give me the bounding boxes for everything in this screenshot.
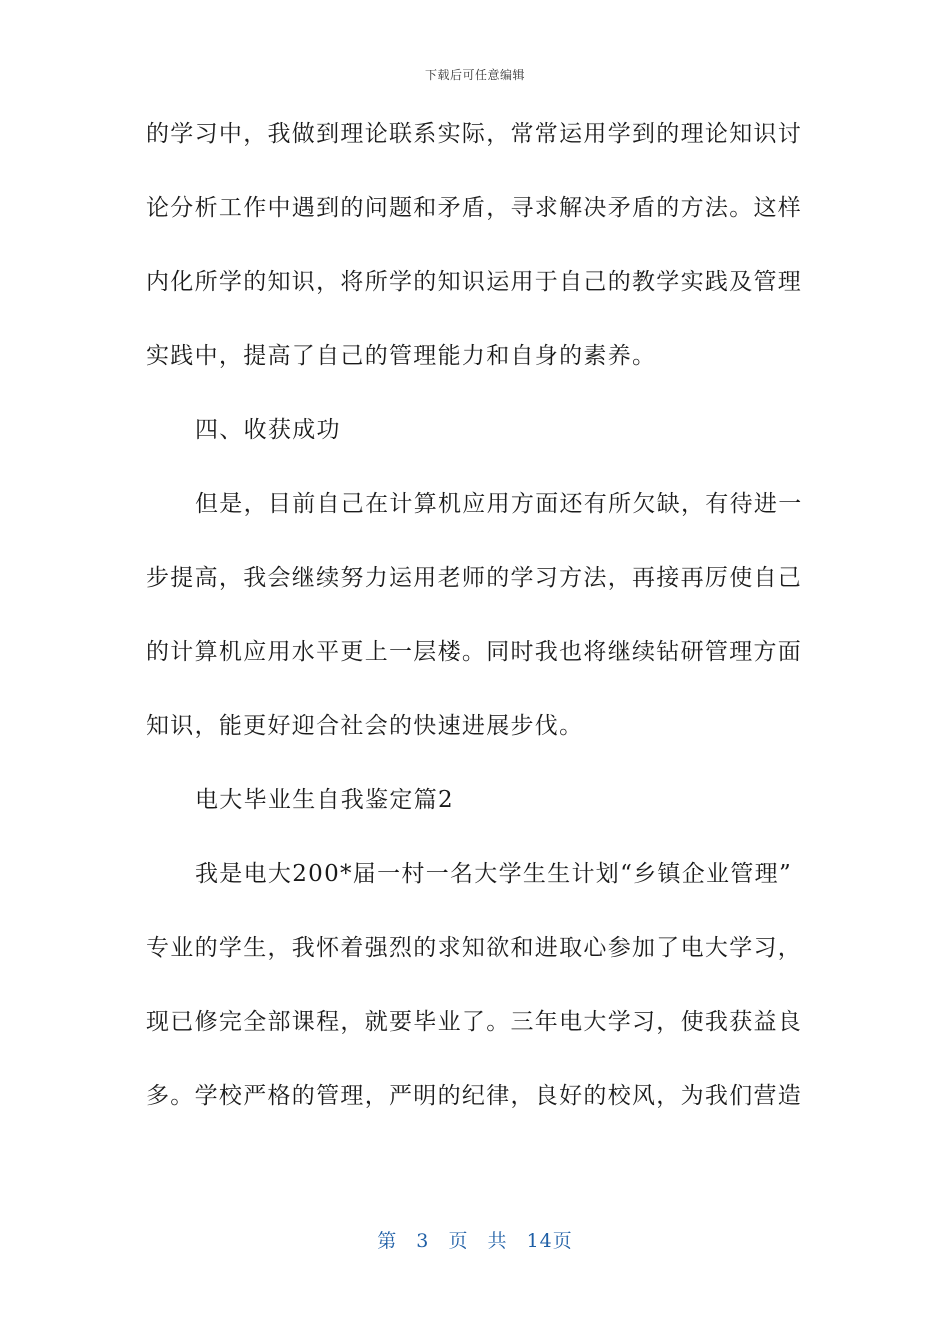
- total-pages: 14页: [526, 1230, 573, 1252]
- paragraph-line: 知识，能更好迎合社会的快速进展步伐。: [146, 713, 584, 739]
- paragraph-line: 专业的学生，我怀着强烈的求知欲和进取心参加了电大学习，: [146, 935, 803, 961]
- paragraph-line: 步提高，我会继续努力运用老师的学习方法，再接再厉使自己: [146, 565, 803, 591]
- paragraph-line: 现已修完全部课程，就要毕业了。三年电大学习，使我获益良: [146, 1009, 803, 1035]
- section-heading: 四、收获成功: [195, 417, 341, 443]
- paragraph-line: 我是电大200*届一村一名大学生生计划“乡镇企业管理”: [195, 861, 793, 887]
- paragraph-line: 但是，目前自己在计算机应用方面还有所欠缺，有待进一: [195, 491, 803, 517]
- footer-label-ye: 页: [448, 1230, 469, 1252]
- page-header-note: 下载后可任意编辑: [424, 68, 525, 82]
- footer-label-di: 第: [377, 1230, 398, 1252]
- document-body: [146, 121, 803, 1158]
- footer-label-gong: 共: [487, 1230, 508, 1252]
- current-page-number: 3: [416, 1230, 430, 1252]
- page-number-footer: [0, 1226, 950, 1253]
- paragraph-line: 论分析工作中遇到的问题和矛盾，寻求解决矛盾的方法。这样: [146, 195, 803, 221]
- paragraph-line: 实践中，提高了自己的管理能力和自身的素养。: [146, 343, 657, 369]
- article-title: 电大毕业生自我鉴定篇2: [195, 787, 454, 813]
- paragraph-line: 内化所学的知识，将所学的知识运用于自己的教学实践及管理: [146, 269, 803, 295]
- paragraph-line: 多。学校严格的管理，严明的纪律，良好的校风，为我们营造: [146, 1083, 803, 1109]
- paragraph-line: 的计算机应用水平更上一层楼。同时我也将继续钻研管理方面: [146, 639, 803, 665]
- paragraph-line: 的学习中，我做到理论联系实际，常常运用学到的理论知识讨: [146, 121, 803, 147]
